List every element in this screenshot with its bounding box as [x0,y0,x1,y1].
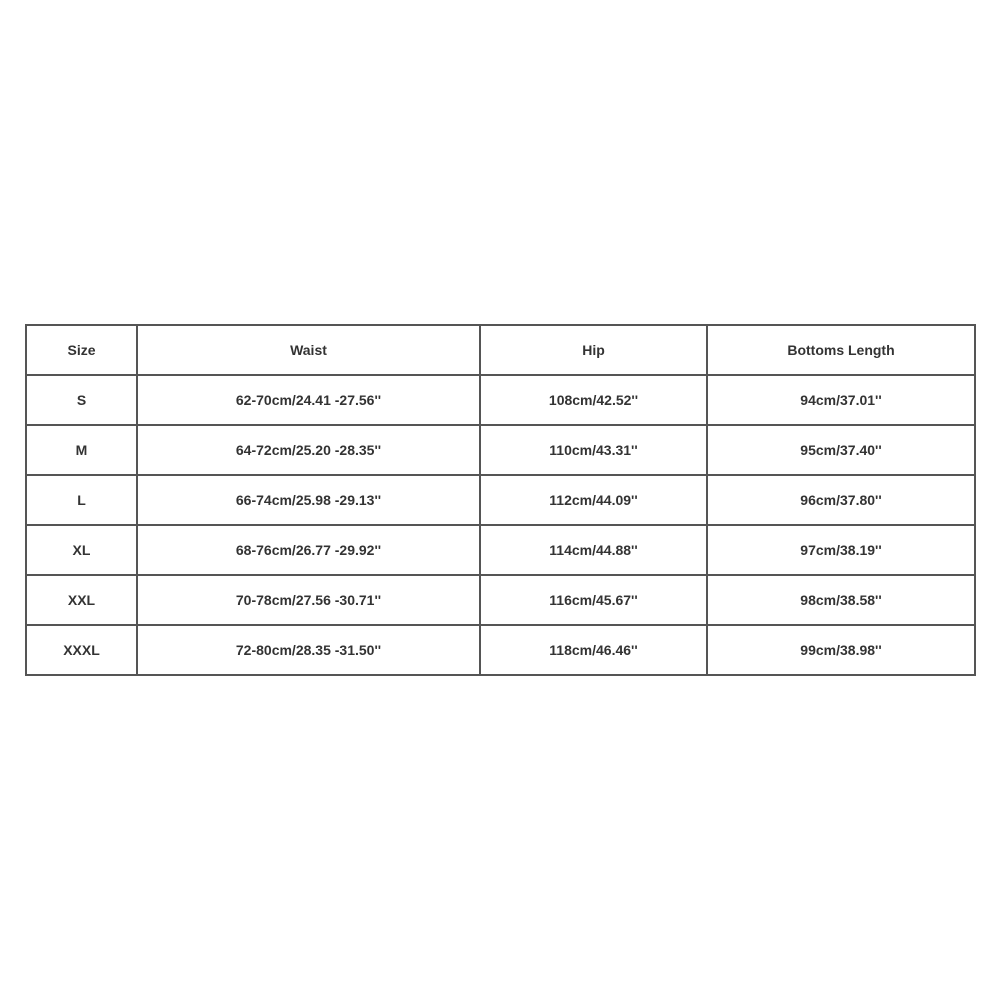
cell-waist: 72-80cm/28.35 -31.50'' [137,625,480,675]
cell-size: S [26,375,137,425]
table-row [26,575,975,625]
cell-size: XXL [26,575,137,625]
cell-waist: 68-76cm/26.77 -29.92'' [137,525,480,575]
cell-waist: 62-70cm/24.41 -27.56'' [137,375,480,425]
cell-hip: 108cm/42.52'' [480,375,707,425]
cell-bottoms-length: 94cm/37.01'' [707,375,975,425]
header-hip: Hip [480,325,707,375]
cell-hip: 114cm/44.88'' [480,525,707,575]
header-size: Size [26,325,137,375]
table-row [26,525,975,575]
cell-hip: 118cm/46.46'' [480,625,707,675]
size-chart-body [26,375,975,675]
header-waist: Waist [137,325,480,375]
cell-bottoms-length: 96cm/37.80'' [707,475,975,525]
table-row [26,375,975,425]
table-row [26,625,975,675]
cell-waist: 66-74cm/25.98 -29.13'' [137,475,480,525]
cell-waist: 70-78cm/27.56 -30.71'' [137,575,480,625]
cell-hip: 112cm/44.09'' [480,475,707,525]
cell-size: XXXL [26,625,137,675]
cell-bottoms-length: 98cm/38.58'' [707,575,975,625]
header-bottoms-length: Bottoms Length [707,325,975,375]
cell-bottoms-length: 97cm/38.19'' [707,525,975,575]
cell-size: M [26,425,137,475]
table-row [26,475,975,525]
cell-bottoms-length: 95cm/37.40'' [707,425,975,475]
size-chart-header [26,325,975,375]
cell-size: L [26,475,137,525]
cell-waist: 64-72cm/25.20 -28.35'' [137,425,480,475]
table-row [26,425,975,475]
cell-size: XL [26,525,137,575]
header-row [26,325,975,375]
cell-hip: 110cm/43.31'' [480,425,707,475]
cell-hip: 116cm/45.67'' [480,575,707,625]
cell-bottoms-length: 99cm/38.98'' [707,625,975,675]
size-chart-table [25,324,976,676]
